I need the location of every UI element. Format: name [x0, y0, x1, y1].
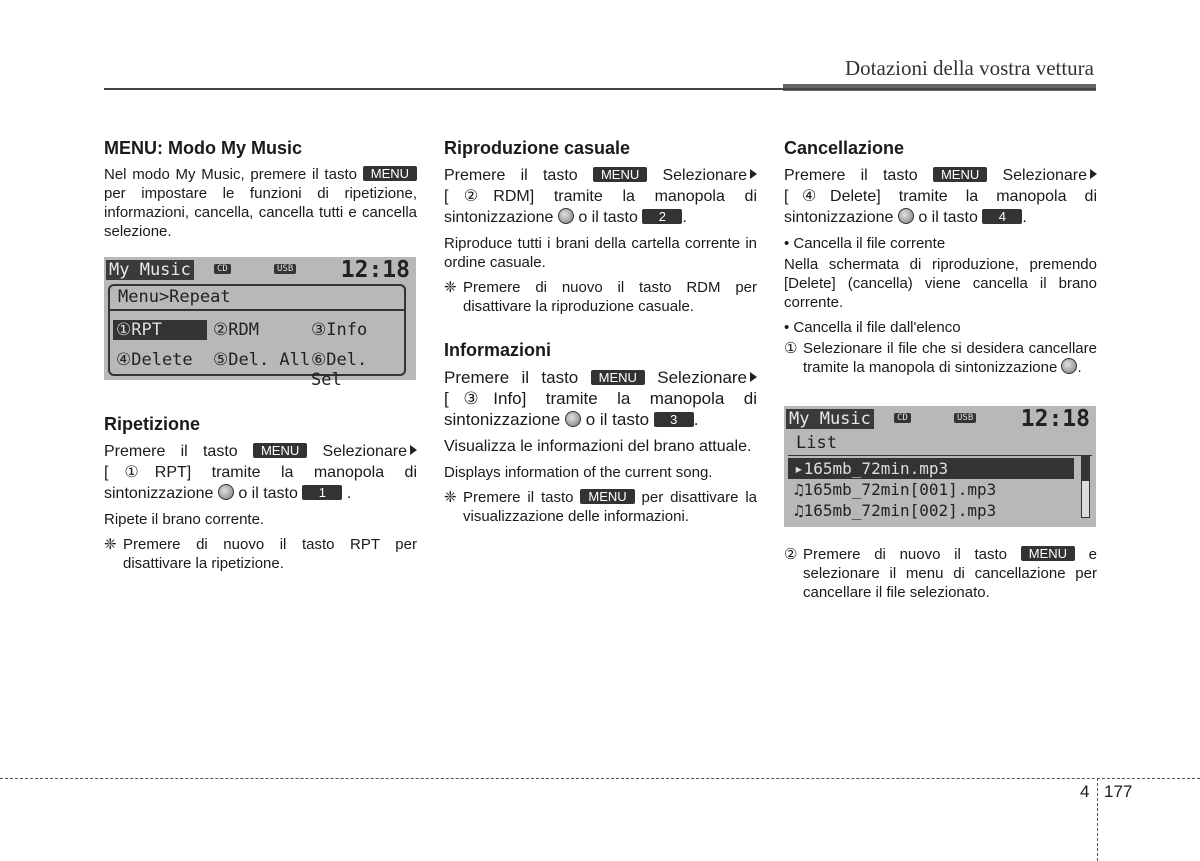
note-text: Premere di nuovo il tasto RPT per disattivare la ripetizione.: [123, 536, 417, 572]
lcd-option-del-sel: ⑥Del. Sel: [311, 350, 368, 390]
repeat-note: [104, 535, 417, 573]
column-3-lower: [784, 545, 1097, 608]
usb-icon: USB: [954, 413, 976, 423]
key-2: 2: [642, 209, 682, 224]
random-instruction: [444, 165, 757, 228]
menu-key: MENU: [593, 167, 647, 182]
text: o il tasto: [578, 209, 638, 226]
text: Selezionare: [657, 368, 748, 387]
info-note: [444, 488, 757, 526]
text: .: [1022, 209, 1027, 226]
repeat-instruction: [104, 441, 417, 504]
column-1: [104, 138, 417, 247]
lcd-scrollbar: [1081, 456, 1090, 518]
key-1: 1: [302, 485, 342, 500]
menu-key: MENU: [591, 370, 645, 385]
cd-icon: CD: [214, 264, 231, 274]
info-description: Visualizza le informazioni del brano attuale.: [444, 438, 752, 455]
delete-instruction: [784, 165, 1097, 228]
step-mark: ①: [784, 340, 798, 357]
list-item: ♫165mb_72min[001].mp3: [794, 480, 997, 499]
lcd-menu-repeat: [104, 257, 416, 390]
cd-icon: CD: [894, 413, 911, 423]
menu-key: MENU: [580, 489, 634, 504]
text: Premere il tasto: [444, 368, 579, 387]
text: .: [693, 410, 699, 429]
lcd-app-name: My Music: [786, 409, 874, 429]
text: [①RPT] tramite la manopola di sintonizzazione: [104, 464, 417, 502]
header-rule: [104, 88, 1096, 90]
text: .: [682, 209, 687, 226]
column-3: [784, 138, 1097, 383]
bullet-current-file-desc: Nella schermata di riproduzione, premendo [Delete] (cancella) viene cancella il brano corrente.: [784, 256, 1097, 311]
arrow-right-icon: [1090, 169, 1097, 179]
random-note: [444, 278, 757, 316]
note-text: Premere il tasto: [463, 489, 574, 506]
menu-key: MENU: [363, 166, 417, 181]
step-text: Selezionare il file che si desidera cancellare tramite la manopola di sintonizzazione: [803, 340, 1097, 376]
text: Premere il tasto: [444, 167, 578, 184]
intro-text-a: Nel modo My Music, premere il tasto: [104, 166, 357, 183]
text: Selezionare: [322, 443, 407, 460]
note-text: per disattivare la visualizzazione delle informazioni.: [463, 489, 758, 525]
running-header: Dotazioni della vostra vettura: [845, 56, 1094, 80]
tune-knob-icon: [565, 411, 581, 427]
key-4: 4: [982, 209, 1022, 224]
text: o il tasto: [585, 410, 650, 429]
text: [④Delete] tramite la manopola di sintonizzazione: [784, 188, 1097, 226]
note-mark: ❈: [104, 536, 117, 553]
text: o il tasto: [918, 209, 978, 226]
tune-knob-icon: [898, 208, 914, 224]
intro-paragraph: [104, 165, 417, 241]
menu-key: MENU: [933, 167, 987, 182]
usb-icon: USB: [274, 264, 296, 274]
lcd-menu-frame: [108, 284, 406, 390]
section-heading-info: Informazioni: [444, 340, 551, 360]
step-text: Premere di nuovo il tasto: [803, 546, 1007, 563]
intro-text-b: per impostare le funzioni di ripetizione, informazioni, cancella, cancella tutti e cancella selezione.: [104, 185, 417, 240]
lcd-file-list: [784, 406, 1096, 527]
section-heading-delete: Cancellazione: [784, 138, 905, 158]
lcd-option-rdm: ②RDM: [213, 320, 259, 340]
footer-divider: [1097, 778, 1098, 861]
page-number: 177: [1104, 782, 1133, 801]
step-mark: ②: [784, 546, 798, 563]
column-2: [444, 138, 757, 532]
step-2: [784, 545, 1097, 602]
note-mark: ❈: [444, 489, 457, 506]
bullet-list-file: • Cancella il file dall'elenco: [784, 319, 961, 336]
text: Selezionare: [662, 167, 747, 184]
tune-knob-icon: [558, 208, 574, 224]
tune-knob-icon: [1061, 358, 1077, 374]
text: Premere il tasto: [784, 167, 918, 184]
key-3: 3: [654, 412, 694, 427]
info-description-en: Displays information of the current song.: [444, 464, 713, 481]
note-text: Premere di nuovo il tasto RDM per disattivare la riproduzione casuale.: [463, 279, 757, 315]
column-1-lower: [104, 414, 417, 579]
lcd-list-title: List: [788, 433, 1092, 456]
list-item: ▸165mb_72min.mp3: [788, 458, 1074, 479]
section-heading-menu: MENU: Modo My Music: [104, 138, 302, 158]
text: Premere il tasto: [104, 443, 238, 460]
section-heading-random: Riproduzione casuale: [444, 138, 631, 158]
text: [②RDM] tramite la manopola di sintonizzazione: [444, 188, 757, 226]
list-item: ♫165mb_72min[002].mp3: [794, 501, 997, 520]
menu-key: MENU: [253, 443, 307, 458]
menu-key: MENU: [1021, 546, 1075, 561]
lcd-app-name: My Music: [106, 260, 194, 280]
arrow-right-icon: [410, 445, 417, 455]
step-text: e selezionare il menu di cancellazione per cancellare il file selezionato.: [803, 546, 1097, 601]
note-mark: ❈: [444, 279, 457, 296]
random-description: Riproduce tutti i brani della cartella corrente in ordine casuale.: [444, 235, 757, 271]
bullet-current-file: • Cancella il file corrente: [784, 235, 946, 252]
chapter-number: 4: [1080, 782, 1090, 801]
lcd-clock: 12:18: [340, 257, 410, 283]
text: Selezionare: [1002, 167, 1087, 184]
lcd-clock: 12:18: [1020, 406, 1090, 432]
step-1: [784, 339, 1097, 377]
lcd-menu-title: Menu>Repeat: [110, 286, 404, 311]
step-text: .: [1077, 359, 1082, 376]
arrow-right-icon: [750, 169, 757, 179]
lcd-option-rpt: ①RPT: [113, 320, 207, 340]
lcd-option-delete: ④Delete: [116, 350, 193, 370]
text: .: [346, 485, 352, 502]
info-instruction: [444, 367, 757, 430]
footer-rule: [0, 778, 1200, 779]
arrow-right-icon: [750, 372, 757, 382]
text: [③Info] tramite la manopola di sintonizzazione: [444, 389, 757, 429]
text: o il tasto: [238, 485, 298, 502]
section-heading-repeat: Ripetizione: [104, 414, 201, 434]
lcd-option-del-all: ⑤Del. All: [213, 350, 311, 370]
repeat-description: Ripete il brano corrente.: [104, 511, 265, 528]
lcd-list-frame: [788, 433, 1092, 523]
tune-knob-icon: [218, 484, 234, 500]
lcd-option-info: ③Info: [311, 320, 368, 340]
